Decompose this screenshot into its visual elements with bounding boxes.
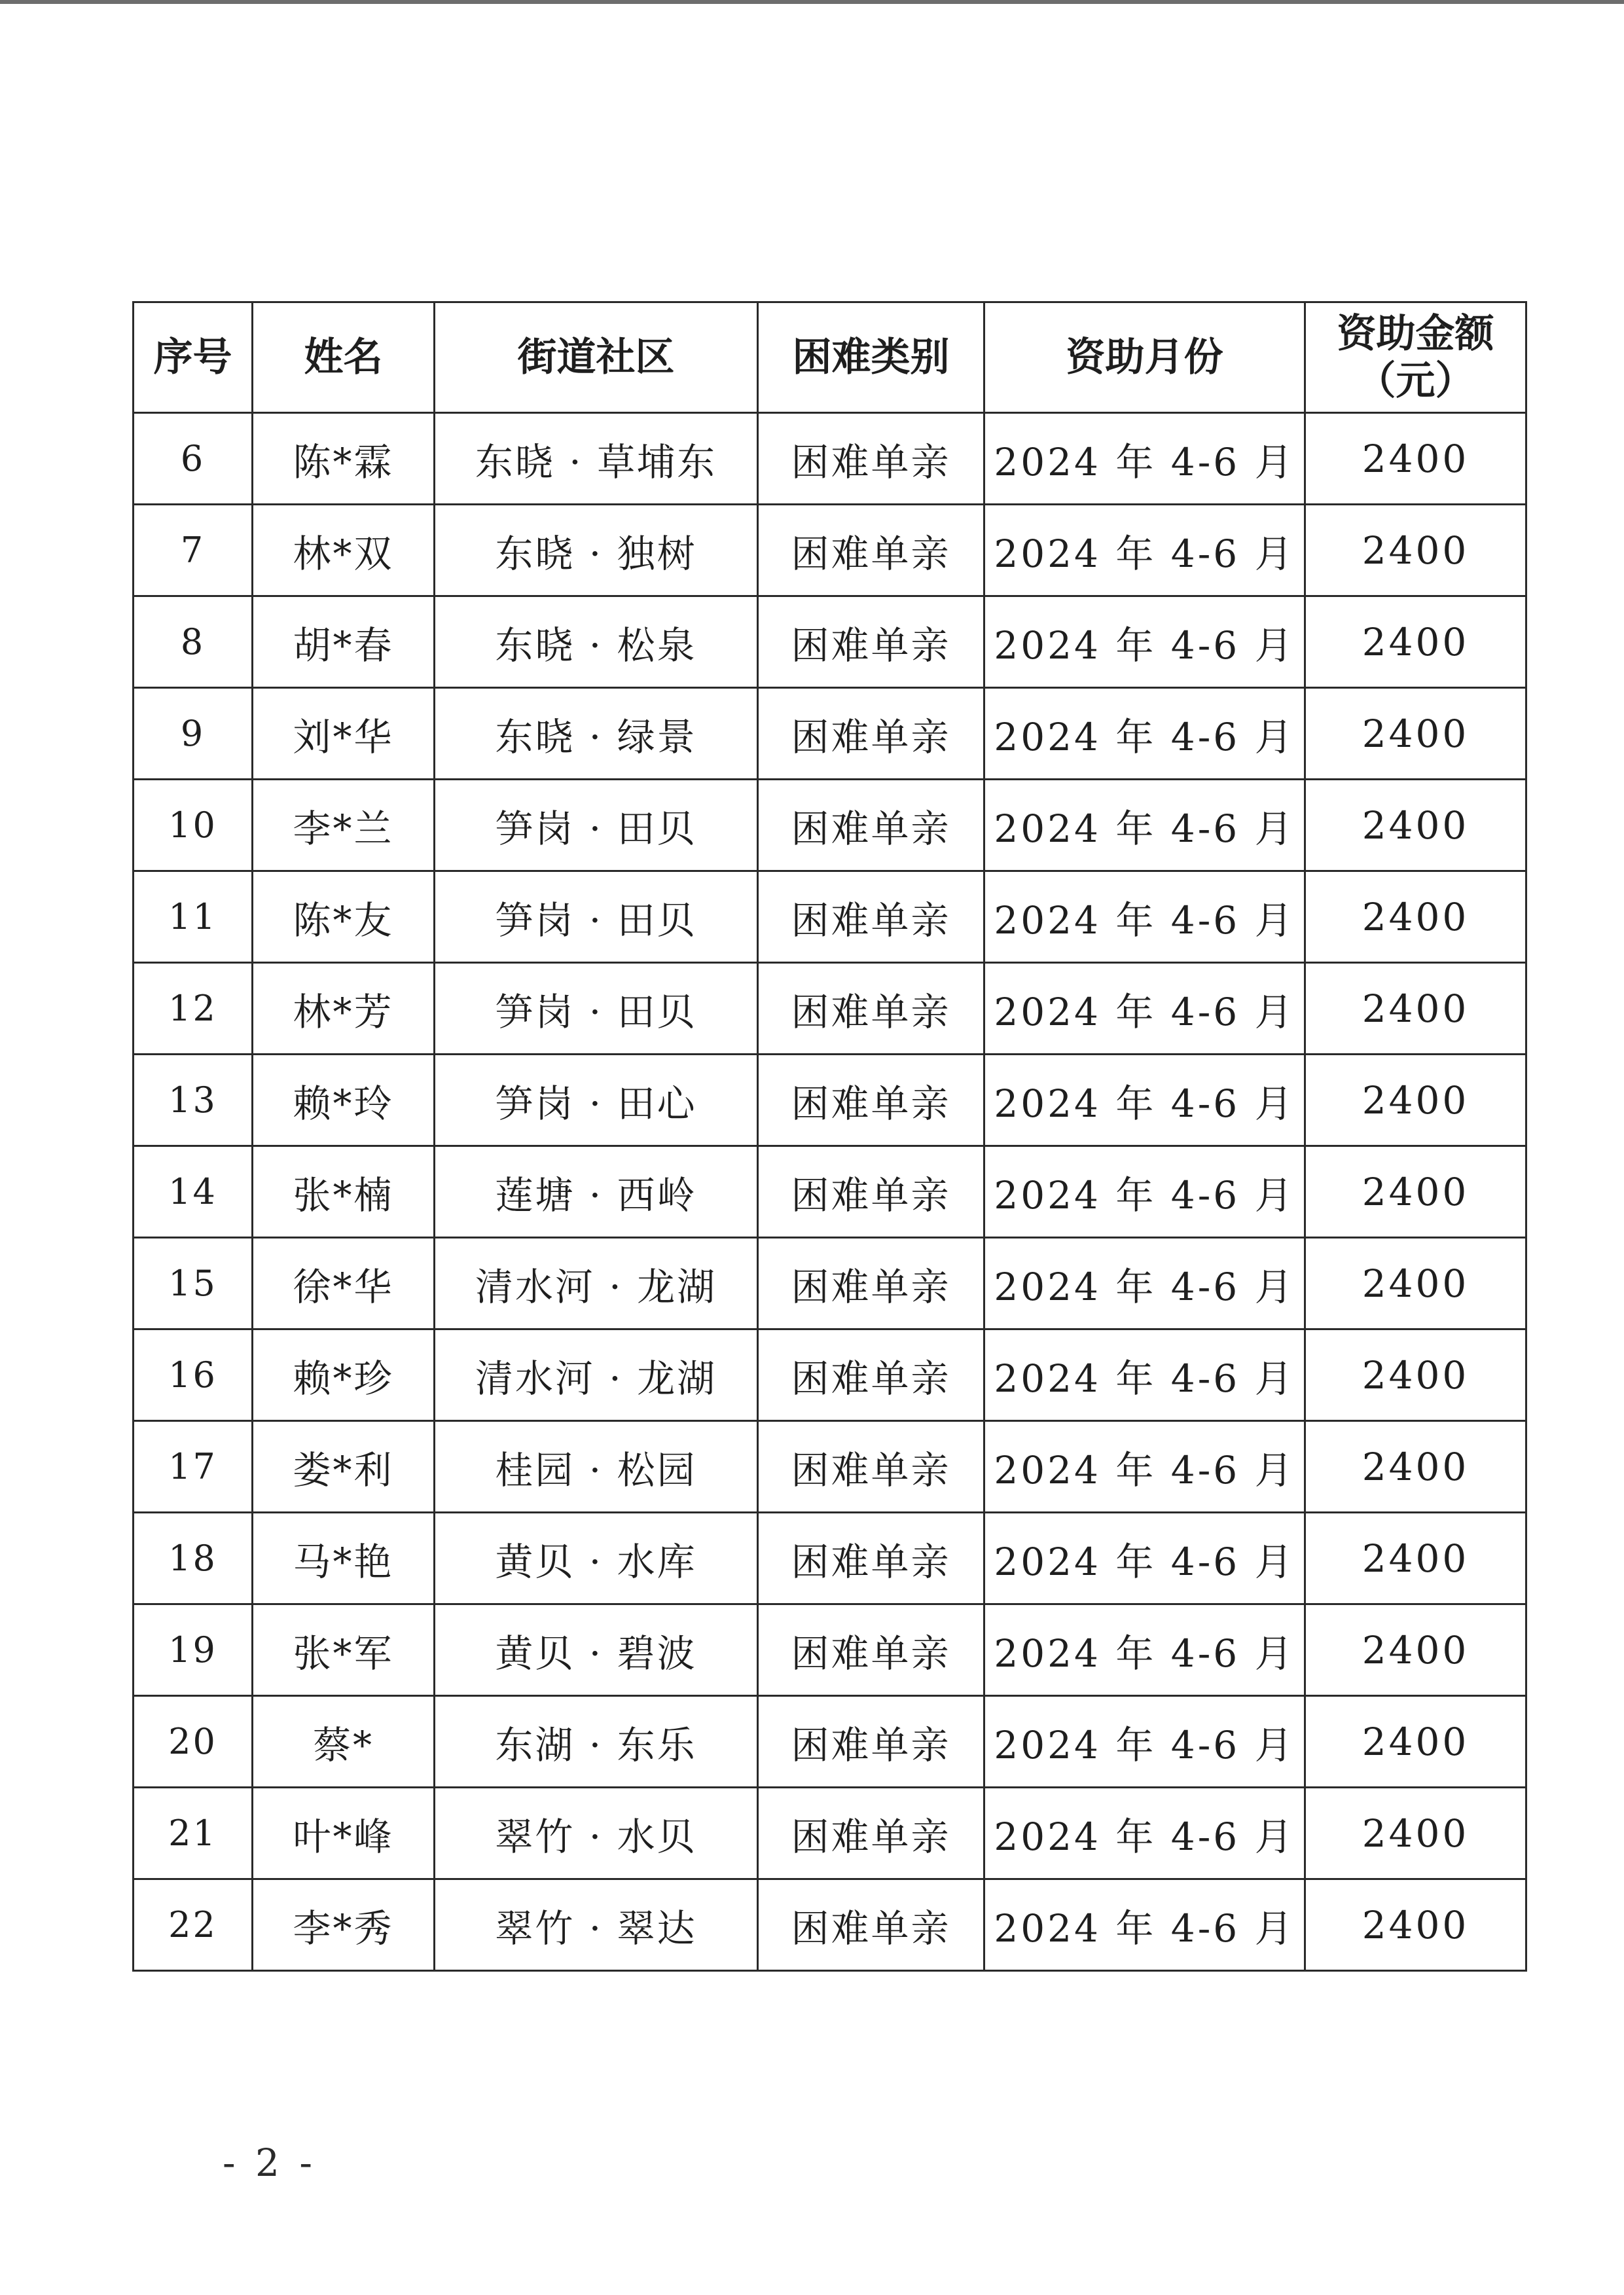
cell-month: 2024 年 4-6 月	[984, 1604, 1305, 1696]
cell-name: 叶*峰	[253, 1788, 435, 1879]
cell-category: 困难单亲	[758, 413, 984, 505]
cell-amount: 2400	[1305, 1421, 1526, 1513]
cell-community: 翠竹 · 翠达	[435, 1879, 758, 1971]
cell-amount: 2400	[1305, 1513, 1526, 1604]
cell-month: 2024 年 4-6 月	[984, 1055, 1305, 1146]
cell-amount: 2400	[1305, 780, 1526, 871]
cell-name: 李*兰	[253, 780, 435, 871]
cell-amount: 2400	[1305, 1238, 1526, 1329]
cell-category: 困难单亲	[758, 1788, 984, 1879]
cell-seq: 13	[134, 1055, 253, 1146]
cell-seq: 19	[134, 1604, 253, 1696]
cell-seq: 22	[134, 1879, 253, 1971]
cell-seq: 7	[134, 505, 253, 596]
table-row	[134, 1696, 1526, 1788]
cell-name: 赖*玲	[253, 1055, 435, 1146]
cell-month: 2024 年 4-6 月	[984, 1329, 1305, 1421]
cell-month: 2024 年 4-6 月	[984, 1879, 1305, 1971]
cell-seq: 10	[134, 780, 253, 871]
cell-amount: 2400	[1305, 1146, 1526, 1238]
table-row	[134, 1238, 1526, 1329]
cell-category: 困难单亲	[758, 1513, 984, 1604]
table-row	[134, 780, 1526, 871]
cell-name: 胡*春	[253, 596, 435, 688]
cell-seq: 15	[134, 1238, 253, 1329]
cell-community: 清水河 · 龙湖	[435, 1329, 758, 1421]
cell-community: 笋岗 · 田贝	[435, 780, 758, 871]
cell-category: 困难单亲	[758, 871, 984, 963]
cell-community: 东晓 · 绿景	[435, 688, 758, 780]
cell-month: 2024 年 4-6 月	[984, 596, 1305, 688]
cell-community: 东晓 · 草埔东	[435, 413, 758, 505]
header-row	[134, 302, 1526, 413]
cell-month: 2024 年 4-6 月	[984, 1421, 1305, 1513]
table-row	[134, 1146, 1526, 1238]
cell-seq: 20	[134, 1696, 253, 1788]
cell-name: 林*双	[253, 505, 435, 596]
table-row	[134, 1604, 1526, 1696]
cell-category: 困难单亲	[758, 1879, 984, 1971]
cell-month: 2024 年 4-6 月	[984, 780, 1305, 871]
table-row	[134, 505, 1526, 596]
cell-community: 黄贝 · 水库	[435, 1513, 758, 1604]
cell-community: 东晓 · 松泉	[435, 596, 758, 688]
cell-category: 困难单亲	[758, 1146, 984, 1238]
cell-community: 东晓 · 独树	[435, 505, 758, 596]
aid-recipient-table	[132, 301, 1527, 1972]
table-header	[134, 302, 1526, 413]
cell-community: 莲塘 · 西岭	[435, 1146, 758, 1238]
cell-category: 困难单亲	[758, 1421, 984, 1513]
header-amount-unit: （元）	[1356, 358, 1475, 404]
cell-category: 困难单亲	[758, 1696, 984, 1788]
cell-seq: 8	[134, 596, 253, 688]
cell-community: 清水河 · 龙湖	[435, 1238, 758, 1329]
table-row	[134, 1055, 1526, 1146]
cell-category: 困难单亲	[758, 780, 984, 871]
cell-seq: 11	[134, 871, 253, 963]
cell-name: 张*楠	[253, 1146, 435, 1238]
header-seq: 序号	[134, 302, 253, 413]
cell-amount: 2400	[1305, 1329, 1526, 1421]
cell-name: 娄*利	[253, 1421, 435, 1513]
cell-amount: 2400	[1305, 871, 1526, 963]
table-row	[134, 596, 1526, 688]
cell-name: 李*秀	[253, 1879, 435, 1971]
cell-month: 2024 年 4-6 月	[984, 1696, 1305, 1788]
cell-amount: 2400	[1305, 963, 1526, 1055]
cell-amount: 2400	[1305, 505, 1526, 596]
table-row	[134, 871, 1526, 963]
cell-amount: 2400	[1305, 688, 1526, 780]
cell-amount: 2400	[1305, 1696, 1526, 1788]
cell-name: 赖*珍	[253, 1329, 435, 1421]
cell-community: 笋岗 · 田贝	[435, 963, 758, 1055]
table-row	[134, 1421, 1526, 1513]
cell-month: 2024 年 4-6 月	[984, 413, 1305, 505]
header-amount	[1305, 302, 1526, 413]
cell-category: 困难单亲	[758, 1238, 984, 1329]
cell-amount: 2400	[1305, 1788, 1526, 1879]
header-month: 资助月份	[984, 302, 1305, 413]
cell-community: 黄贝 · 碧波	[435, 1604, 758, 1696]
table-row	[134, 413, 1526, 505]
cell-category: 困难单亲	[758, 1055, 984, 1146]
cell-amount: 2400	[1305, 1055, 1526, 1146]
table-row	[134, 1788, 1526, 1879]
header-name: 姓名	[253, 302, 435, 413]
cell-name: 陈*友	[253, 871, 435, 963]
cell-month: 2024 年 4-6 月	[984, 1238, 1305, 1329]
cell-community: 桂园 · 松园	[435, 1421, 758, 1513]
cell-seq: 21	[134, 1788, 253, 1879]
table-row	[134, 688, 1526, 780]
cell-category: 困难单亲	[758, 963, 984, 1055]
cell-category: 困难单亲	[758, 1329, 984, 1421]
cell-amount: 2400	[1305, 413, 1526, 505]
scan-top-edge	[0, 0, 1624, 4]
cell-community: 东湖 · 东乐	[435, 1696, 758, 1788]
cell-name: 陈*霖	[253, 413, 435, 505]
table-row	[134, 1329, 1526, 1421]
header-community: 街道社区	[435, 302, 758, 413]
cell-amount: 2400	[1305, 1879, 1526, 1971]
header-category: 困难类别	[758, 302, 984, 413]
cell-category: 困难单亲	[758, 688, 984, 780]
cell-month: 2024 年 4-6 月	[984, 688, 1305, 780]
cell-name: 马*艳	[253, 1513, 435, 1604]
cell-month: 2024 年 4-6 月	[984, 505, 1305, 596]
cell-amount: 2400	[1305, 596, 1526, 688]
cell-seq: 12	[134, 963, 253, 1055]
cell-seq: 6	[134, 413, 253, 505]
cell-community: 笋岗 · 田贝	[435, 871, 758, 963]
header-amount-label: 资助金额	[1337, 311, 1494, 357]
cell-seq: 17	[134, 1421, 253, 1513]
cell-name: 蔡*	[253, 1696, 435, 1788]
cell-seq: 16	[134, 1329, 253, 1421]
cell-amount: 2400	[1305, 1604, 1526, 1696]
cell-seq: 18	[134, 1513, 253, 1604]
cell-name: 林*芳	[253, 963, 435, 1055]
cell-month: 2024 年 4-6 月	[984, 1788, 1305, 1879]
cell-seq: 9	[134, 688, 253, 780]
table-row	[134, 963, 1526, 1055]
cell-name: 张*军	[253, 1604, 435, 1696]
table-row	[134, 1879, 1526, 1971]
cell-category: 困难单亲	[758, 596, 984, 688]
cell-seq: 14	[134, 1146, 253, 1238]
cell-community: 笋岗 · 田心	[435, 1055, 758, 1146]
cell-category: 困难单亲	[758, 505, 984, 596]
cell-community: 翠竹 · 水贝	[435, 1788, 758, 1879]
cell-month: 2024 年 4-6 月	[984, 963, 1305, 1055]
cell-month: 2024 年 4-6 月	[984, 1513, 1305, 1604]
cell-name: 徐*华	[253, 1238, 435, 1329]
cell-category: 困难单亲	[758, 1604, 984, 1696]
cell-month: 2024 年 4-6 月	[984, 1146, 1305, 1238]
page-number: - 2 -	[223, 2141, 316, 2185]
table-body	[134, 413, 1526, 1971]
cell-name: 刘*华	[253, 688, 435, 780]
cell-month: 2024 年 4-6 月	[984, 871, 1305, 963]
table-row	[134, 1513, 1526, 1604]
